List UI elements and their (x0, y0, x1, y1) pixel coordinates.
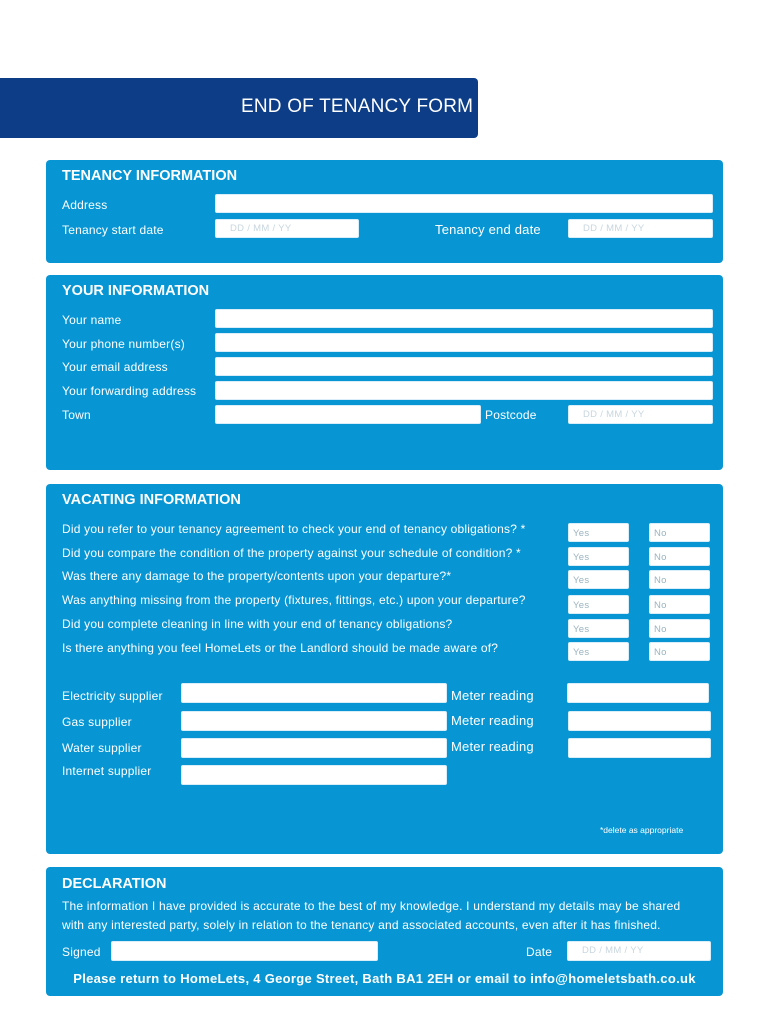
date-placeholder: DD / MM / YY (230, 223, 292, 234)
water-supplier-input[interactable] (181, 738, 447, 758)
yes-label: Yes (573, 552, 590, 563)
gas-supplier-label: Gas supplier (62, 715, 132, 729)
vacating-information-heading: VACATING INFORMATION (62, 492, 241, 508)
declaration-line-2: with any interested party, solely in relation to the tenancy and associated accounts, even after it has finished. (62, 918, 661, 932)
email-label: Your email address (62, 360, 168, 374)
address-input[interactable] (215, 194, 713, 213)
question-1-label: Did you refer to your tenancy agreement to check your end of tenancy obligations? * (62, 522, 526, 536)
postcode-input[interactable] (568, 405, 713, 424)
internet-supplier-label: Internet supplier (62, 764, 152, 778)
tenancy-start-date-label: Tenancy start date (62, 223, 164, 237)
electricity-meter-input[interactable] (567, 683, 709, 703)
electricity-meter-label: Meter reading (451, 688, 534, 703)
no-label: No (654, 575, 667, 586)
declaration-heading: DECLARATION (62, 876, 167, 892)
your-name-input[interactable] (215, 309, 713, 328)
address-label: Address (62, 198, 108, 212)
tenancy-information-panel (46, 160, 723, 263)
phone-input[interactable] (215, 333, 713, 352)
question-4-no-field[interactable] (649, 595, 710, 614)
question-6-label: Is there anything you feel HomeLets or the Landlord should be made aware of? (62, 641, 499, 655)
electricity-supplier-input[interactable] (181, 683, 447, 703)
question-1-yes-field[interactable] (568, 523, 629, 542)
signed-label: Signed (62, 945, 101, 959)
forwarding-address-input[interactable] (215, 381, 713, 400)
town-label: Town (62, 408, 91, 422)
delete-note: *delete as appropriate (600, 825, 684, 835)
question-1-no-field[interactable] (649, 523, 710, 542)
water-supplier-label: Water supplier (62, 741, 142, 755)
postcode-label: Postcode (485, 408, 537, 422)
tenancy-end-date-input[interactable] (568, 219, 713, 238)
question-2-label: Did you compare the condition of the property against your schedule of condition? * (62, 546, 521, 560)
your-name-label: Your name (62, 313, 122, 327)
yes-label: Yes (573, 600, 590, 611)
question-2-no-field[interactable] (649, 547, 710, 566)
date-placeholder: DD / MM / YY (582, 945, 644, 956)
no-label: No (654, 624, 667, 635)
yes-label: Yes (573, 624, 590, 635)
question-5-no-field[interactable] (649, 619, 710, 638)
return-instructions: Please return to HomeLets, 4 George Street, Bath BA1 2EH or email to info@homeletsbath.co.uk (73, 971, 696, 986)
signature-input[interactable] (111, 941, 378, 961)
no-label: No (654, 552, 667, 563)
tenancy-information-heading: TENANCY INFORMATION (62, 168, 238, 184)
yes-label: Yes (573, 575, 590, 586)
question-5-label: Did you complete cleaning in line with your end of tenancy obligations? (62, 617, 453, 631)
question-6-yes-field[interactable] (568, 642, 629, 661)
phone-label: Your phone number(s) (62, 337, 185, 351)
email-input[interactable] (215, 357, 713, 376)
your-information-panel (46, 275, 723, 470)
declaration-date-input[interactable] (567, 941, 711, 961)
no-label: No (654, 600, 667, 611)
internet-supplier-input[interactable] (181, 765, 447, 785)
yes-label: Yes (573, 647, 590, 658)
electricity-supplier-label: Electricity supplier (62, 689, 163, 703)
form-title: END OF TENANCY FORM (241, 96, 474, 117)
question-4-yes-field[interactable] (568, 595, 629, 614)
question-4-label: Was anything missing from the property (fixtures, fittings, etc.) upon your departure? (62, 593, 526, 607)
tenancy-end-date-label: Tenancy end date (435, 222, 541, 237)
question-2-yes-field[interactable] (568, 547, 629, 566)
forwarding-address-label: Your forwarding address (62, 384, 197, 398)
declaration-panel (46, 867, 723, 996)
date-placeholder: DD / MM / YY (583, 223, 645, 234)
water-meter-input[interactable] (568, 738, 711, 758)
water-meter-label: Meter reading (451, 739, 534, 754)
no-label: No (654, 528, 667, 539)
gas-meter-label: Meter reading (451, 713, 534, 728)
question-3-no-field[interactable] (649, 570, 710, 589)
date-label: Date (526, 945, 553, 959)
question-6-no-field[interactable] (649, 642, 710, 661)
your-information-heading: YOUR INFORMATION (62, 283, 210, 299)
question-3-yes-field[interactable] (568, 570, 629, 589)
town-input[interactable] (215, 405, 481, 424)
title-banner (0, 78, 478, 138)
question-3-label: Was there any damage to the property/contents upon your departure?* (62, 569, 452, 583)
no-label: No (654, 647, 667, 658)
question-5-yes-field[interactable] (568, 619, 629, 638)
gas-supplier-input[interactable] (181, 711, 447, 731)
tenancy-start-date-input[interactable] (215, 219, 359, 238)
vacating-information-panel (46, 484, 723, 854)
date-placeholder: DD / MM / YY (583, 409, 645, 420)
declaration-line-1: The information I have provided is accurate to the best of my knowledge. I understand my details may be shared (62, 899, 681, 913)
gas-meter-input[interactable] (568, 711, 711, 731)
yes-label: Yes (573, 528, 590, 539)
